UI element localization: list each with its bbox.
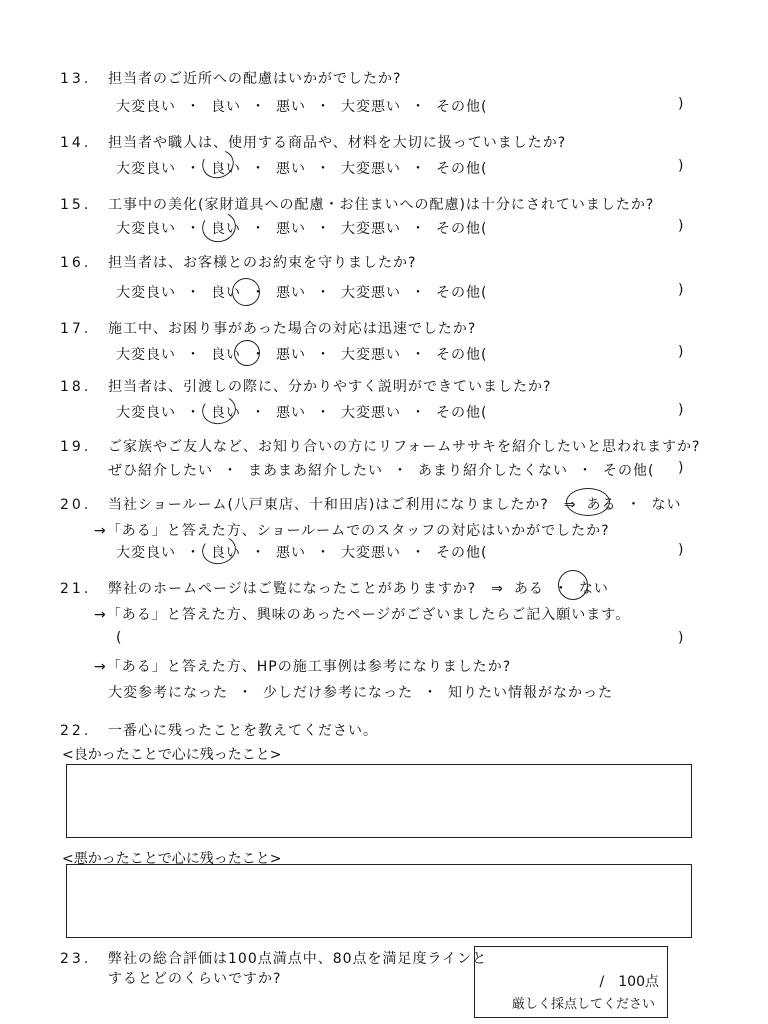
answer-no: ない — [578, 581, 609, 597]
reference-options: 大変参考になった ・ 少しだけ参考になった ・ 知りたい情報がなかった — [108, 685, 613, 701]
bad-memory-textbox[interactable] — [66, 864, 692, 938]
good-memory-textbox[interactable] — [66, 764, 692, 838]
rating-options-20: 大変良い ・ 良い ・ 悪い ・ 大変悪い ・ その他( — [116, 545, 488, 561]
handwritten-circle-mark — [232, 278, 260, 306]
question-16: 16. 担当者は、お客様とのお約束を守りましたか? — [60, 255, 417, 271]
score-suffix: / 100点 — [599, 974, 659, 990]
homepage-followup-1: →「ある」と答えた方、興味のあったページがございましたらご記入願います。 — [94, 607, 631, 623]
rating-options-17: 大変良い ・ 良い ・ 悪い ・ 大変悪い ・ その他( — [116, 347, 488, 363]
close-paren: ) — [678, 96, 684, 112]
question-21: 21. 弊社のホームページはご覧になったことがありますか? ⇒ ある ・ ない — [60, 581, 609, 597]
close-paren: ) — [678, 344, 684, 360]
question-22: 22. 一番心に残ったことを教えてください。 — [60, 723, 378, 739]
bad-memory-label: <悪かったことで心に残ったこと> — [62, 851, 282, 867]
homepage-followup-2: →「ある」と答えた方、HPの施工事例は参考になりましたか? — [94, 659, 512, 675]
answer-yes: ある — [513, 581, 544, 597]
close-paren: ) — [678, 282, 684, 298]
score-box[interactable] — [474, 946, 668, 1018]
good-memory-label: <良かったことで心に残ったこと> — [62, 747, 282, 763]
showroom-followup: →「ある」と答えた方、ショールームでのスタッフの対応はいかがでしたか? — [94, 523, 610, 539]
close-paren: ) — [678, 218, 684, 234]
rating-options-13: 大変良い ・ 良い ・ 悪い ・ 大変悪い ・ その他( — [116, 99, 488, 115]
answer-no: ない — [651, 497, 682, 513]
handwritten-circle-mark — [566, 488, 610, 516]
handwritten-circle-mark — [199, 393, 238, 427]
question-19: 19. ご家族やご友人など、お知り合いの方にリフォームササキを紹介したいと思われますか? — [60, 439, 701, 455]
score-note: 厳しく採点してください — [511, 997, 655, 1012]
close-paren: ) — [678, 630, 684, 646]
close-paren: ) — [678, 158, 684, 174]
question-13: 13. 担当者のご近所への配慮はいかがでしたか? — [60, 71, 402, 87]
question-23: 23. 弊社の総合評価は100点満点中、80点を満足度ラインと — [60, 951, 488, 967]
answer-yes: ある — [586, 497, 617, 513]
rating-options-14: 大変良い ・ 良い ・ 悪い ・ 大変悪い ・ その他( — [116, 161, 488, 177]
rating-options-16: 大変良い ・ 良い ・ 悪い ・ 大変悪い ・ その他( — [116, 285, 488, 301]
question-18: 18. 担当者は、引渡しの際に、分かりやすく説明ができていましたか? — [60, 379, 552, 395]
close-paren: ) — [678, 542, 684, 558]
question-20: 20. 当社ショールーム(八戸東店、十和田店)はご利用になりましたか? ⇒ ある ・ ない — [60, 497, 682, 513]
open-paren: ( — [116, 630, 123, 646]
question-15: 15. 工事中の美化(家財道具への配慮・お住まいへの配慮)は十分にされていましたか? — [60, 197, 655, 213]
recommend-options: ぜひ紹介したい ・ まあまあ紹介したい ・ あまり紹介したくない ・ その他( — [108, 463, 655, 479]
handwritten-circle-mark — [558, 570, 588, 600]
handwritten-circle-mark — [234, 340, 260, 366]
question-23-line2: するとどのくらいですか? — [108, 971, 282, 987]
close-paren: ) — [678, 460, 684, 476]
rating-options-18: 大変良い ・ 良い ・ 悪い ・ 大変悪い ・ その他( — [116, 405, 488, 421]
question-17: 17. 施工中、お困り事があった場合の対応は迅速でしたか? — [60, 321, 477, 337]
rating-options-15: 大変良い ・ 良い ・ 悪い ・ 大変悪い ・ その他( — [116, 221, 488, 237]
question-14: 14. 担当者や職人は、使用する商品や、材料を大切に扱っていましたか? — [60, 135, 567, 151]
close-paren: ) — [678, 402, 684, 418]
